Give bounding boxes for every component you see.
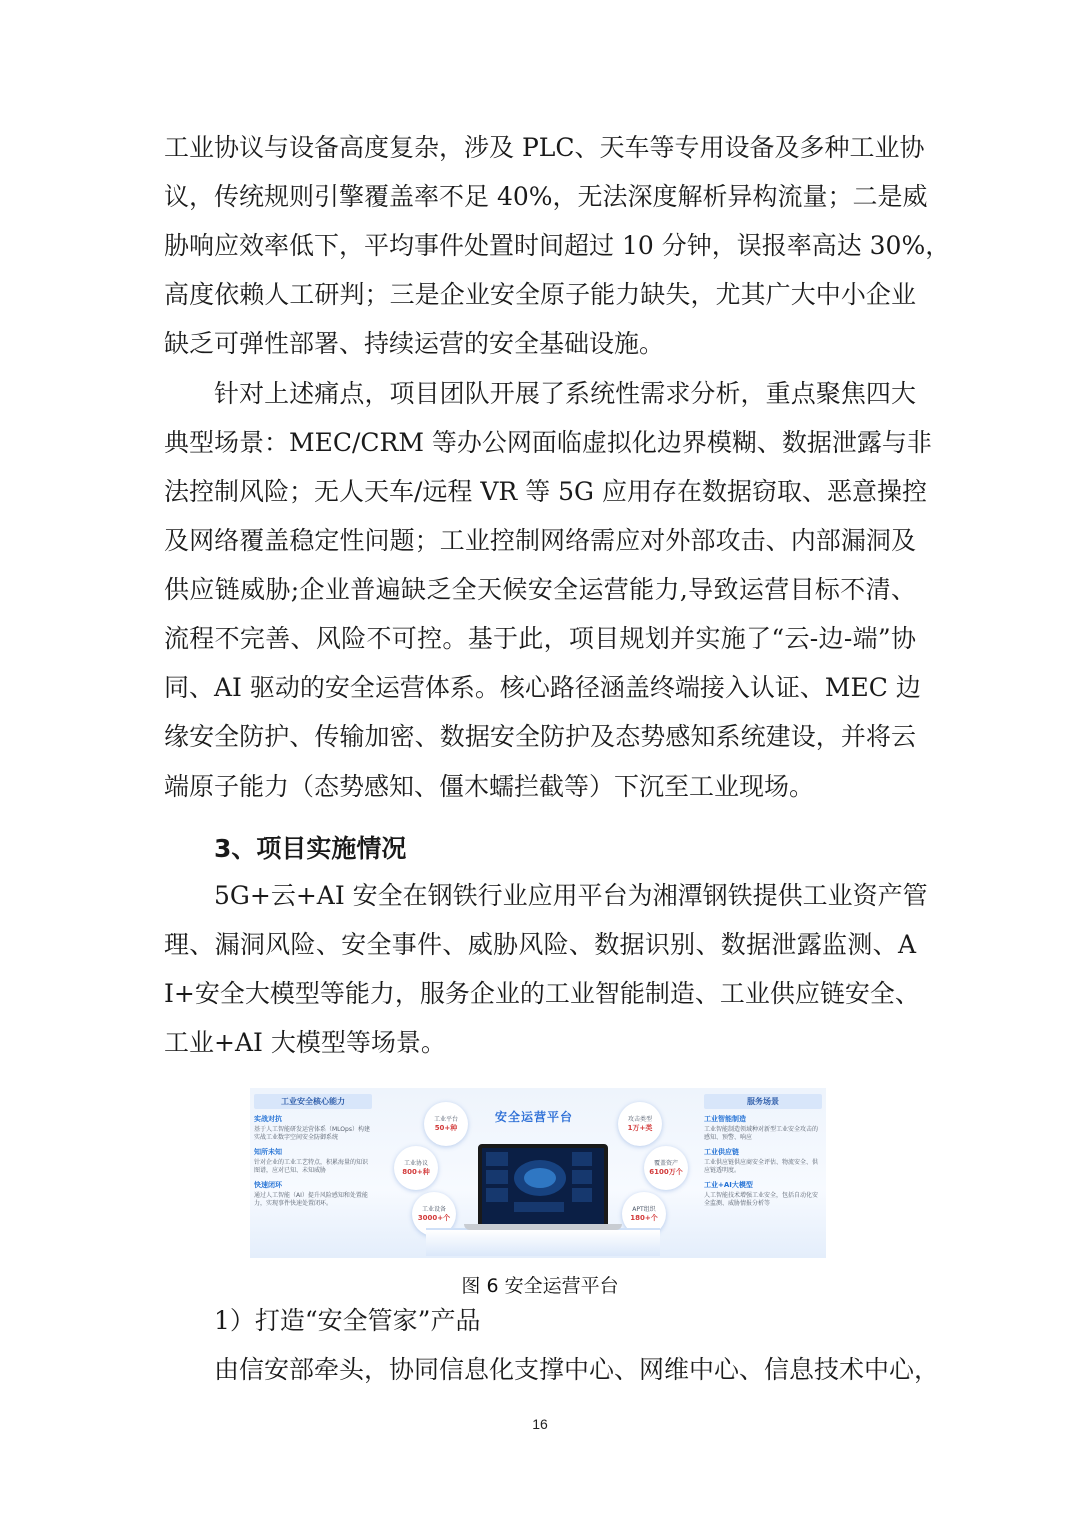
- stat-value: 1万+类: [627, 1123, 653, 1132]
- scenario-heading: 工业供应链: [704, 1148, 739, 1156]
- stat-value: 6100万个: [649, 1167, 683, 1176]
- capability-heading: 实战对抗: [254, 1115, 282, 1123]
- stat-value: 50+种: [434, 1123, 458, 1132]
- capability-heading: 知所未知: [254, 1148, 282, 1156]
- body-text-line: 供应链威胁;企业普遍缺乏全天候安全运营能力,导致运营目标不清、: [164, 575, 916, 604]
- body-text-line: 理、漏洞风险、安全事件、威胁风险、数据识别、数据泄露监测、A: [164, 930, 916, 959]
- body-text-line: 同、AI 驱动的安全运营体系。核心路径涵盖终端接入认证、MEC 边: [164, 673, 921, 702]
- scenario-heading: 工业智能制造: [704, 1115, 746, 1123]
- capability-heading: 快速闭环: [254, 1181, 282, 1189]
- stat-value: 3000+个: [417, 1213, 451, 1222]
- capability-text: 通过人工智能（AI）提升风险感知和处置能力，实现事件快速处置闭环。: [254, 1192, 368, 1207]
- body-text-line: 胁响应效率低下，平均事件处置时间超过 10 分钟，误报率高达 30%，: [164, 231, 951, 260]
- scenario-text: 工业供应链供应商安全评估、物流安全、供应链透明度。: [704, 1159, 819, 1174]
- body-text-line: 法控制风险；无人天车/远程 VR 等 5G 应用存在数据窃取、恶意操控: [164, 477, 927, 506]
- body-text-line: 工业协议与设备高度复杂，涉及 PLC、天车等专用设备及多种工业协: [164, 133, 925, 162]
- panel-title: 工业安全核心能力: [254, 1094, 372, 1109]
- body-text-line: I+安全大模型等能力，服务企业的工业智能制造、工业供应链安全、: [164, 979, 920, 1008]
- stat-label: 工业设备: [421, 1205, 446, 1213]
- stat-label: APT组织: [632, 1205, 656, 1213]
- security-platform-figure: [250, 1088, 826, 1258]
- section-heading: 3、项目实施情况: [214, 834, 407, 863]
- laptop-dashboard-image: [478, 1144, 608, 1228]
- laptop-base: [464, 1224, 622, 1230]
- body-text-line: 针对上述痛点，项目团队开展了系统性需求分析，重点聚焦四大: [214, 379, 916, 408]
- body-text-line: 缘安全防护、传输加密、数据安全防护及态势感知系统建设，并将云: [164, 722, 916, 751]
- stat-label: 工业协议: [403, 1159, 428, 1167]
- scenario-text: 工业智能制造领域种对新型工业安全攻击的感知、预警、响应: [704, 1126, 819, 1141]
- stat-bubble: [644, 1146, 688, 1190]
- body-text-line: 典型场景：MEC/CRM 等办公网面临虚拟化边界模糊、数据泄露与非: [164, 428, 932, 457]
- capability-text: 基于人工智能研发运营体系（MLOps）构建实战工业数字空间安全防御系统: [254, 1126, 370, 1141]
- body-text-line: 工业+AI 大模型等场景。: [164, 1028, 446, 1057]
- scenario-heading: 工业+AI大模型: [704, 1181, 753, 1189]
- subheading: 1）打造“安全管家”产品: [214, 1306, 481, 1335]
- display-stage: [426, 1228, 660, 1256]
- stat-bubble: [424, 1102, 468, 1146]
- dashboard-graphic: [482, 1148, 596, 1216]
- panel-title: 服务场景: [704, 1094, 822, 1109]
- page-number: 16: [532, 1416, 548, 1432]
- stat-value: 180+个: [630, 1213, 658, 1222]
- stat-label: 工业平台: [433, 1115, 458, 1123]
- figure-caption: 图 6 安全运营平台: [461, 1275, 619, 1297]
- body-text-line: 5G+云+AI 安全在钢铁行业应用平台为湘潭钢铁提供工业资产管: [214, 881, 928, 910]
- service-scenario-panel: [704, 1094, 822, 1208]
- stat-label: 覆盖资产: [653, 1159, 678, 1167]
- platform-title: 安全运营平台: [495, 1110, 574, 1124]
- stat-label: 攻击类型: [627, 1115, 652, 1123]
- stat-value: 800+种: [402, 1167, 430, 1176]
- body-text-line: 由信安部牵头，协同信息化支撑中心、网维中心、信息技术中心，: [214, 1355, 940, 1384]
- stat-bubble: [618, 1102, 662, 1146]
- body-text-line: 高度依赖人工研判；三是企业安全原子能力缺失，尤其广大中小企业: [164, 280, 916, 309]
- stat-bubble: [394, 1146, 438, 1190]
- body-text-line: 缺乏可弹性部署、持续运营的安全基础设施。: [164, 329, 665, 358]
- body-text-line: 流程不完善、风险不可控。基于此，项目规划并实施了“云-边-端”协: [164, 624, 916, 653]
- body-text-line: 议，传统规则引擎覆盖率不足 40%，无法深度解析异构流量；二是威: [164, 182, 928, 211]
- body-text-line: 及网络覆盖稳定性问题；工业控制网络需应对外部攻击、内部漏洞及: [164, 526, 916, 555]
- core-capability-panel: [254, 1094, 372, 1208]
- scenario-text: 人工智能技术增强工业安全，包括自动化安全监测、威胁情报分析等: [704, 1192, 819, 1207]
- body-text-line: 端原子能力（态势感知、僵木蠕拦截等）下沉至工业现场。: [164, 772, 815, 801]
- capability-text: 针对企业的工业工艺特点，积累海量的知识图谱，应对已知、未知威胁: [254, 1159, 369, 1174]
